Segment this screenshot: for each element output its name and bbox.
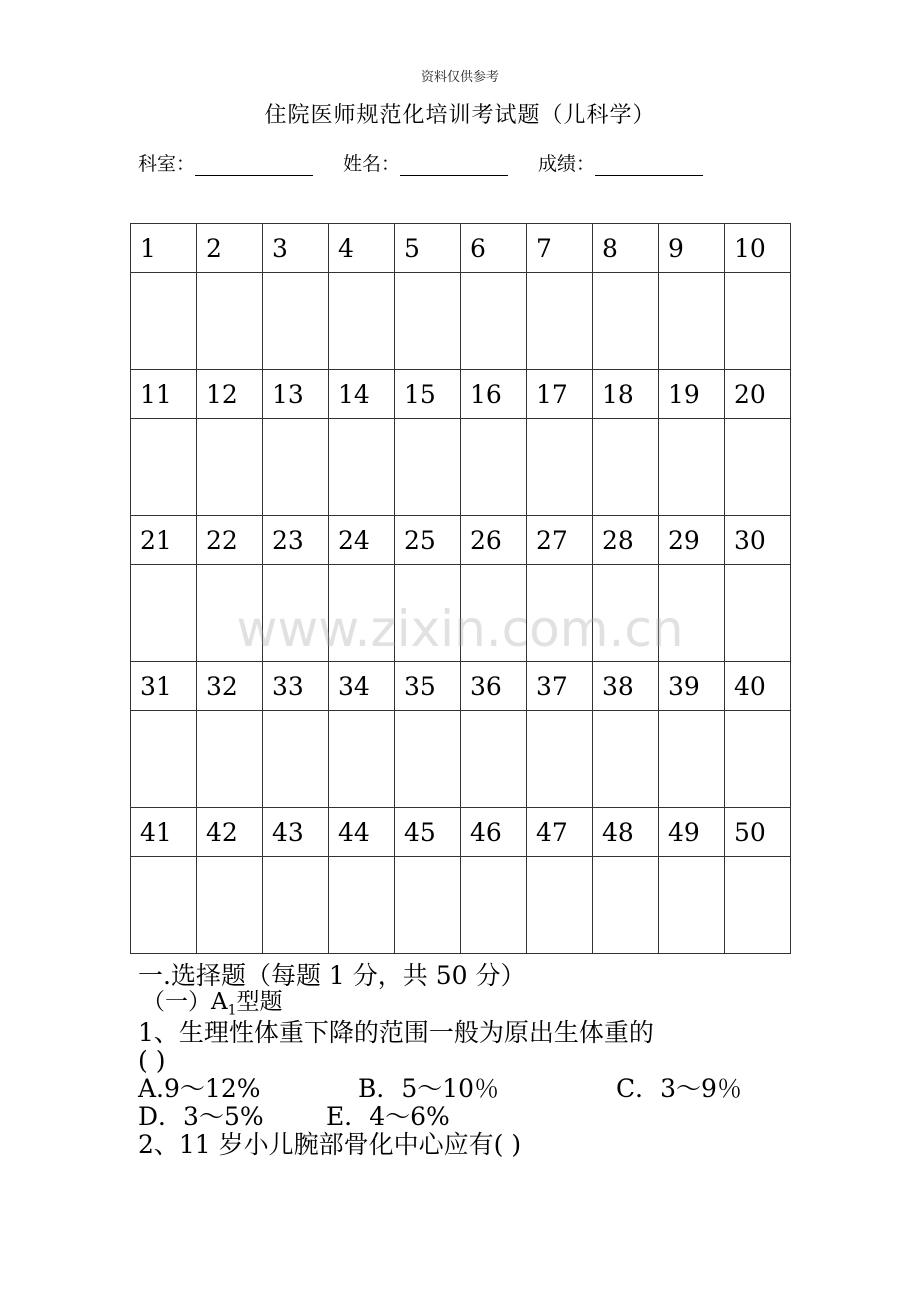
answer-cell[interactable] [527, 419, 593, 516]
question-number-cell: 6 [461, 224, 527, 273]
answer-cell[interactable] [131, 565, 197, 662]
option-e[interactable]: E．4～6% [326, 1102, 450, 1132]
answer-cell[interactable] [725, 565, 791, 662]
answer-cell[interactable] [131, 711, 197, 808]
answer-cell[interactable] [197, 857, 263, 954]
answer-cell[interactable] [527, 857, 593, 954]
question-number-cell: 8 [593, 224, 659, 273]
answer-cell[interactable] [329, 857, 395, 954]
name-label: 姓名： [343, 153, 401, 175]
answer-cell[interactable] [263, 419, 329, 516]
answer-cell[interactable] [263, 857, 329, 954]
number-row [131, 662, 791, 711]
answer-cell[interactable] [329, 273, 395, 370]
question-number-cell: 28 [593, 516, 659, 565]
question-number-cell: 17 [527, 370, 593, 419]
answer-cell[interactable] [527, 565, 593, 662]
answer-cell[interactable] [131, 419, 197, 516]
answer-row [131, 857, 791, 954]
answer-cell[interactable] [593, 857, 659, 954]
question-1-options-row-2 [138, 1103, 798, 1131]
answer-row [131, 419, 791, 516]
answer-cell[interactable] [395, 711, 461, 808]
department-label: 科室： [138, 153, 196, 175]
answer-cell[interactable] [461, 565, 527, 662]
answer-cell[interactable] [659, 273, 725, 370]
subheading-suffix: 型题 [236, 989, 283, 1015]
answer-cell[interactable] [659, 711, 725, 808]
question-number-cell: 1 [131, 224, 197, 273]
answer-cell[interactable] [197, 419, 263, 516]
name-blank[interactable] [400, 153, 508, 176]
option-c[interactable]: C．3～9％ [616, 1074, 742, 1104]
question-number-cell: 11 [131, 370, 197, 419]
answer-cell[interactable] [395, 273, 461, 370]
answer-cell[interactable] [461, 273, 527, 370]
question-number-cell: 13 [263, 370, 329, 419]
answer-cell[interactable] [329, 565, 395, 662]
question-1-stem: 1、生理性体重下降的范围一般为原出生体重的 [138, 1018, 654, 1048]
score-blank[interactable] [595, 153, 703, 176]
question-number-cell: 26 [461, 516, 527, 565]
question-number-cell: 32 [197, 662, 263, 711]
answer-cell[interactable] [395, 857, 461, 954]
question-number-cell: 49 [659, 808, 725, 857]
question-number-cell: 35 [395, 662, 461, 711]
answer-cell[interactable] [329, 419, 395, 516]
answer-cell[interactable] [197, 711, 263, 808]
question-number-cell: 36 [461, 662, 527, 711]
answer-cell[interactable] [461, 419, 527, 516]
question-number-cell: 24 [329, 516, 395, 565]
question-number-cell: 47 [527, 808, 593, 857]
answer-cell[interactable] [527, 273, 593, 370]
question-2-stem: 2、11 岁小儿腕部骨化中心应有( ) [138, 1130, 522, 1160]
answer-cell[interactable] [395, 565, 461, 662]
question-number-cell: 34 [329, 662, 395, 711]
question-number-cell: 50 [725, 808, 791, 857]
question-number-cell: 9 [659, 224, 725, 273]
question-number-cell: 48 [593, 808, 659, 857]
question-number-cell: 18 [593, 370, 659, 419]
question-number-cell: 44 [329, 808, 395, 857]
answer-cell[interactable] [593, 711, 659, 808]
number-row [131, 808, 791, 857]
answer-cell[interactable] [725, 419, 791, 516]
answer-sheet-table [130, 223, 791, 954]
question-number-cell: 25 [395, 516, 461, 565]
question-number-cell: 37 [527, 662, 593, 711]
question-number-cell: 45 [395, 808, 461, 857]
answer-cell[interactable] [593, 419, 659, 516]
section-subheading [138, 990, 798, 1019]
question-number-cell: 21 [131, 516, 197, 565]
question-number-cell: 33 [263, 662, 329, 711]
question-number-cell: 5 [395, 224, 461, 273]
answer-cell[interactable] [263, 273, 329, 370]
answer-cell[interactable] [395, 419, 461, 516]
subheading-prefix: （一）A [142, 989, 228, 1015]
question-number-cell: 46 [461, 808, 527, 857]
answer-cell[interactable] [725, 711, 791, 808]
answer-cell[interactable] [461, 857, 527, 954]
number-row [131, 370, 791, 419]
answer-cell[interactable] [131, 857, 197, 954]
answer-cell[interactable] [659, 419, 725, 516]
answer-cell[interactable] [725, 857, 791, 954]
question-number-cell: 43 [263, 808, 329, 857]
name-field[interactable] [343, 149, 508, 176]
option-a[interactable]: A.9～12% [138, 1074, 261, 1104]
answer-row [131, 711, 791, 808]
question-1-options-row-1 [138, 1075, 798, 1103]
question-number-cell: 4 [329, 224, 395, 273]
answer-cell[interactable] [197, 273, 263, 370]
page-title: 住院医师规范化培训考试题（儿科学） [264, 103, 656, 128]
watermark: www.zixin.com.cn [236, 600, 684, 658]
number-row [131, 516, 791, 565]
questions-section [138, 962, 798, 1159]
answer-cell[interactable] [659, 565, 725, 662]
number-row [131, 224, 791, 273]
question-number-cell: 29 [659, 516, 725, 565]
question-number-cell: 41 [131, 808, 197, 857]
option-b[interactable]: B．5～10％ [358, 1074, 500, 1104]
subheading-subscript: 1 [227, 1002, 237, 1019]
answer-cell[interactable] [659, 857, 725, 954]
answer-cell[interactable] [725, 273, 791, 370]
question-number-cell: 30 [725, 516, 791, 565]
question-number-cell: 20 [725, 370, 791, 419]
question-number-cell: 15 [395, 370, 461, 419]
question-number-cell: 19 [659, 370, 725, 419]
score-label: 成绩： [538, 153, 596, 175]
answer-cell[interactable] [263, 565, 329, 662]
question-number-cell: 22 [197, 516, 263, 565]
option-d[interactable]: D．3～5% [138, 1102, 264, 1132]
question-1-answer-paren[interactable]: ( ) [138, 1046, 166, 1076]
info-row [138, 148, 729, 176]
department-field[interactable] [138, 149, 313, 176]
question-number-cell: 40 [725, 662, 791, 711]
question-number-cell: 27 [527, 516, 593, 565]
answer-row [131, 565, 791, 662]
question-number-cell: 42 [197, 808, 263, 857]
score-field[interactable] [538, 149, 703, 176]
question-number-cell: 16 [461, 370, 527, 419]
header-note: 资料仅供参考 [420, 70, 499, 85]
answer-cell[interactable] [197, 565, 263, 662]
answer-row [131, 273, 791, 370]
question-number-cell: 39 [659, 662, 725, 711]
question-number-cell: 31 [131, 662, 197, 711]
question-number-cell: 2 [197, 224, 263, 273]
question-number-cell: 3 [263, 224, 329, 273]
answer-cell[interactable] [461, 711, 527, 808]
department-blank[interactable] [195, 153, 313, 176]
question-number-cell: 14 [329, 370, 395, 419]
answer-cell[interactable] [263, 711, 329, 808]
question-number-cell: 38 [593, 662, 659, 711]
question-number-cell: 7 [527, 224, 593, 273]
answer-cell[interactable] [131, 273, 197, 370]
answer-cell[interactable] [593, 565, 659, 662]
question-number-cell: 12 [197, 370, 263, 419]
answer-cell[interactable] [329, 711, 395, 808]
answer-cell[interactable] [593, 273, 659, 370]
question-number-cell: 23 [263, 516, 329, 565]
answer-cell[interactable] [527, 711, 593, 808]
question-number-cell: 10 [725, 224, 791, 273]
section-heading: 一.选择题（每题 1 分，共 50 分） [138, 961, 526, 990]
